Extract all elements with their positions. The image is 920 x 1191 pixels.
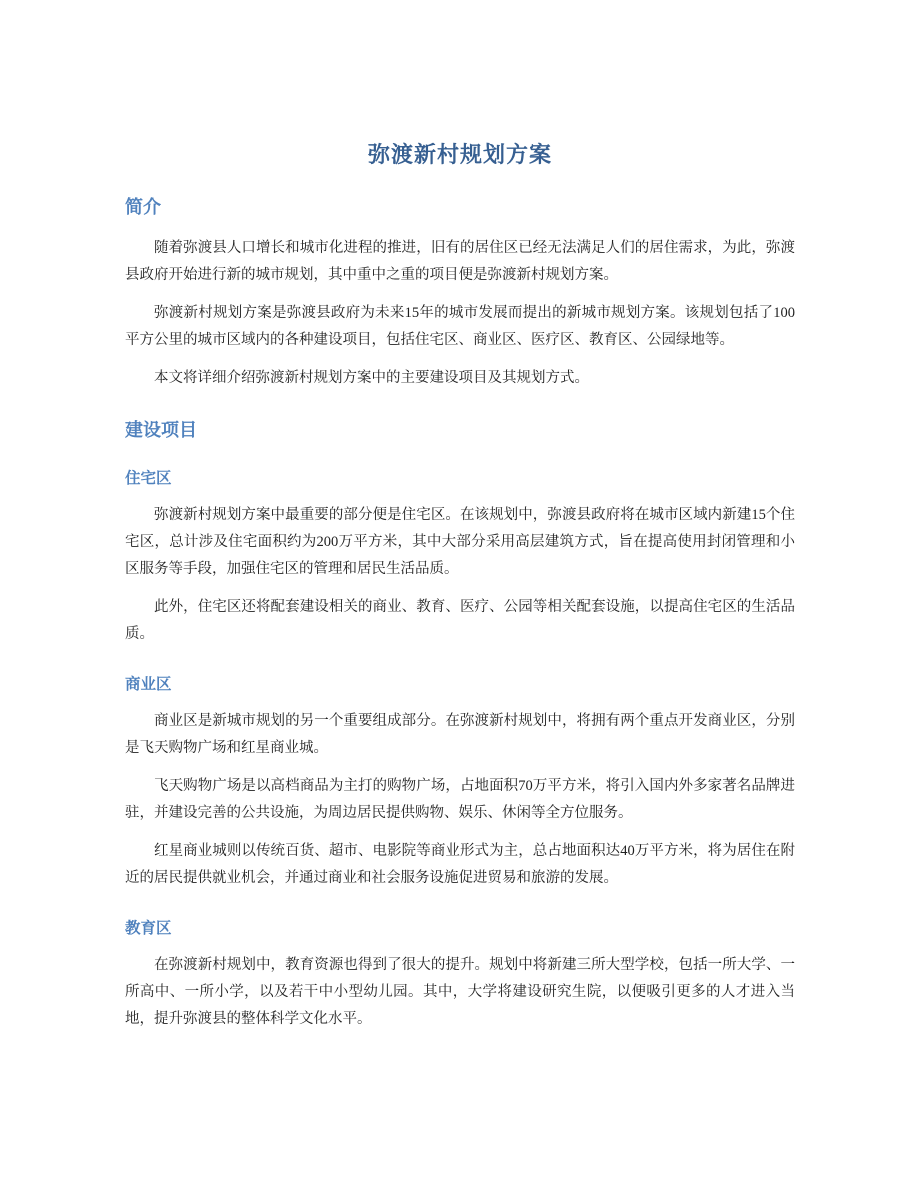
paragraph-residential-1: 弥渡新村规划方案中最重要的部分便是住宅区。在该规划中，弥渡县政府将在城市区域内新建15个住宅区，总计涉及住宅面积约为200万平方米，其中大部分采用高层建筑方式，旨在提高使用封闭管理和小区服务等手段，加强住宅区的管理和居民生活品质。 (125, 507, 795, 577)
paragraph-education-1: 在弥渡新村规划中，教育资源也得到了很大的提升。规划中将新建三所大型学校，包括一所大学、一所高中、一所小学，以及若干中小型幼儿园。其中，大学将建设研究生院，以便吸引更多的人才进入当地，提升弥渡县的整体科学文化水平。 (125, 957, 795, 1027)
paragraph-intro-1: 随着弥渡县人口增长和城市化进程的推进，旧有的居住区已经无法满足人们的居住需求，为此，弥渡县政府开始进行新的城市规划，其中重中之重的项目便是弥渡新村规划方案。 (125, 240, 795, 283)
paragraph-commercial-1: 商业区是新城市规划的另一个重要组成部分。在弥渡新村规划中，将拥有两个重点开发商业区，分别是飞天购物广场和红星商业城。 (125, 713, 795, 756)
heading-commercial-zone: 商业区 (125, 676, 172, 693)
heading-construction-projects: 建设项目 (125, 420, 197, 440)
paragraph-intro-3: 本文将详细介绍弥渡新村规划方案中的主要建设项目及其规划方式。 (154, 370, 589, 386)
paragraph-commercial-3: 红星商业城则以传统百货、超市、电影院等商业形式为主，总占地面积达40万平方米，将为居住在附近的居民提供就业机会，并通过商业和社会服务设施促进贸易和旅游的发展。 (125, 843, 795, 886)
paragraph-residential-2: 此外，住宅区还将配套建设相关的商业、教育、医疗、公园等相关配套设施，以提高住宅区的生活品质。 (125, 599, 795, 642)
heading-residential-zone: 住宅区 (125, 470, 172, 487)
heading-intro: 简介 (125, 197, 161, 217)
heading-education-zone: 教育区 (125, 920, 172, 937)
paragraph-intro-2: 弥渡新村规划方案是弥渡县政府为未来15年的城市发展而提出的新城市规划方案。该规划包括了100平方公里的城市区域内的各种建设项目，包括住宅区、商业区、医疗区、教育区、公园绿地等。 (125, 305, 795, 348)
document-title: 弥渡新村规划方案 (367, 142, 552, 167)
paragraph-commercial-2: 飞天购物广场是以高档商品为主打的购物广场，占地面积70万平方米，将引入国内外多家著名品牌进驻，并建设完善的公共设施，为周边居民提供购物、娱乐、休闲等全方位服务。 (125, 778, 795, 821)
